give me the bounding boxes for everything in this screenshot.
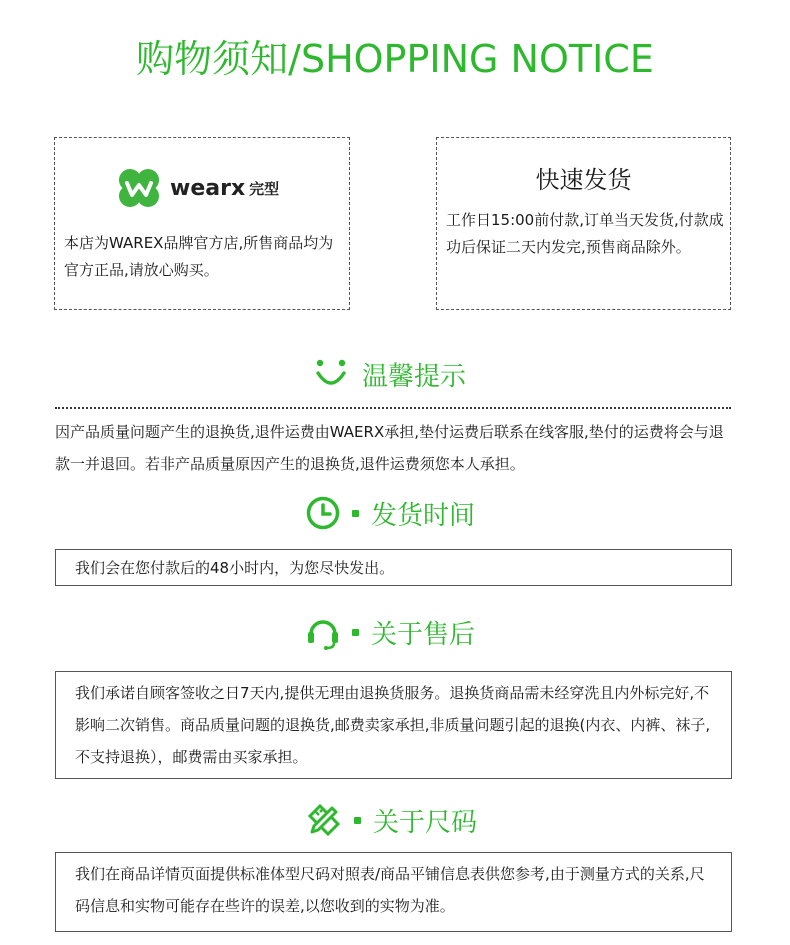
- after-sales-text: 我们承诺自顾客签收之日7天内,提供无理由退换货服务。退换货商品需未经穿洗且内外标完好,不影响二次销售。商品质量问题的退换货,邮费卖家承担,非质量问题引起的退换(内衣、内裤、袜子,不支持退换），邮费需由买家承担。: [75, 684, 711, 766]
- bullet-dot: [354, 817, 361, 824]
- after-sales-heading: [306, 612, 475, 652]
- wearx-logo-icon: [118, 168, 160, 208]
- brand-text: 本店为WAREX品牌官方店,所售商品均为官方正品,请放心购买。: [64, 234, 334, 279]
- after-sales-label: 关于售后: [371, 619, 476, 650]
- smile-icon: [314, 357, 348, 391]
- brand-sub: 完型: [249, 179, 280, 198]
- divider: [55, 407, 731, 409]
- warm-tips-label: 温馨提示: [362, 361, 467, 392]
- fast-shipping-title: 快速发货: [535, 166, 632, 194]
- ruler-pencil-icon: [306, 802, 342, 838]
- shipping-time-text: 我们会在您付款后的48小时内，为您尽快发出。: [75, 559, 395, 577]
- clock-icon: [306, 496, 340, 530]
- bullet-dot: [352, 510, 359, 517]
- size-text: 我们在商品详情页面提供标准体型尺码对照表/商品平铺信息表供您参考,由于测量方式的关系,尺码信息和实物可能存在些许的误差,以您收到的实物为准。: [75, 865, 705, 915]
- brand-box: [54, 137, 350, 310]
- size-heading: [306, 800, 477, 840]
- page-title: 购物须知/SHOPPING NOTICE: [136, 37, 654, 81]
- shipping-time-label: 发货时间: [371, 500, 476, 531]
- fast-shipping-text: 工作日15:00前付款,订单当天发货,付款成功后保证二天内发完,预售商品除外。: [446, 211, 724, 256]
- size-label: 关于尺码: [373, 807, 478, 838]
- warm-tips-heading: [314, 354, 466, 394]
- brand-logo: [118, 168, 279, 208]
- warm-tips-text: 因产品质量问题产生的退换货,退件运费由WAERX承担,垫付运费后联系在线客服,垫付的运费将会与退款一并退回。若非产品质量原因产生的退换货,退件运费须您本人承担。: [55, 423, 724, 473]
- brand-name: wearx: [170, 175, 246, 201]
- headset-icon: [306, 614, 340, 650]
- shipping-time-heading: [306, 493, 475, 533]
- bullet-dot: [352, 629, 359, 636]
